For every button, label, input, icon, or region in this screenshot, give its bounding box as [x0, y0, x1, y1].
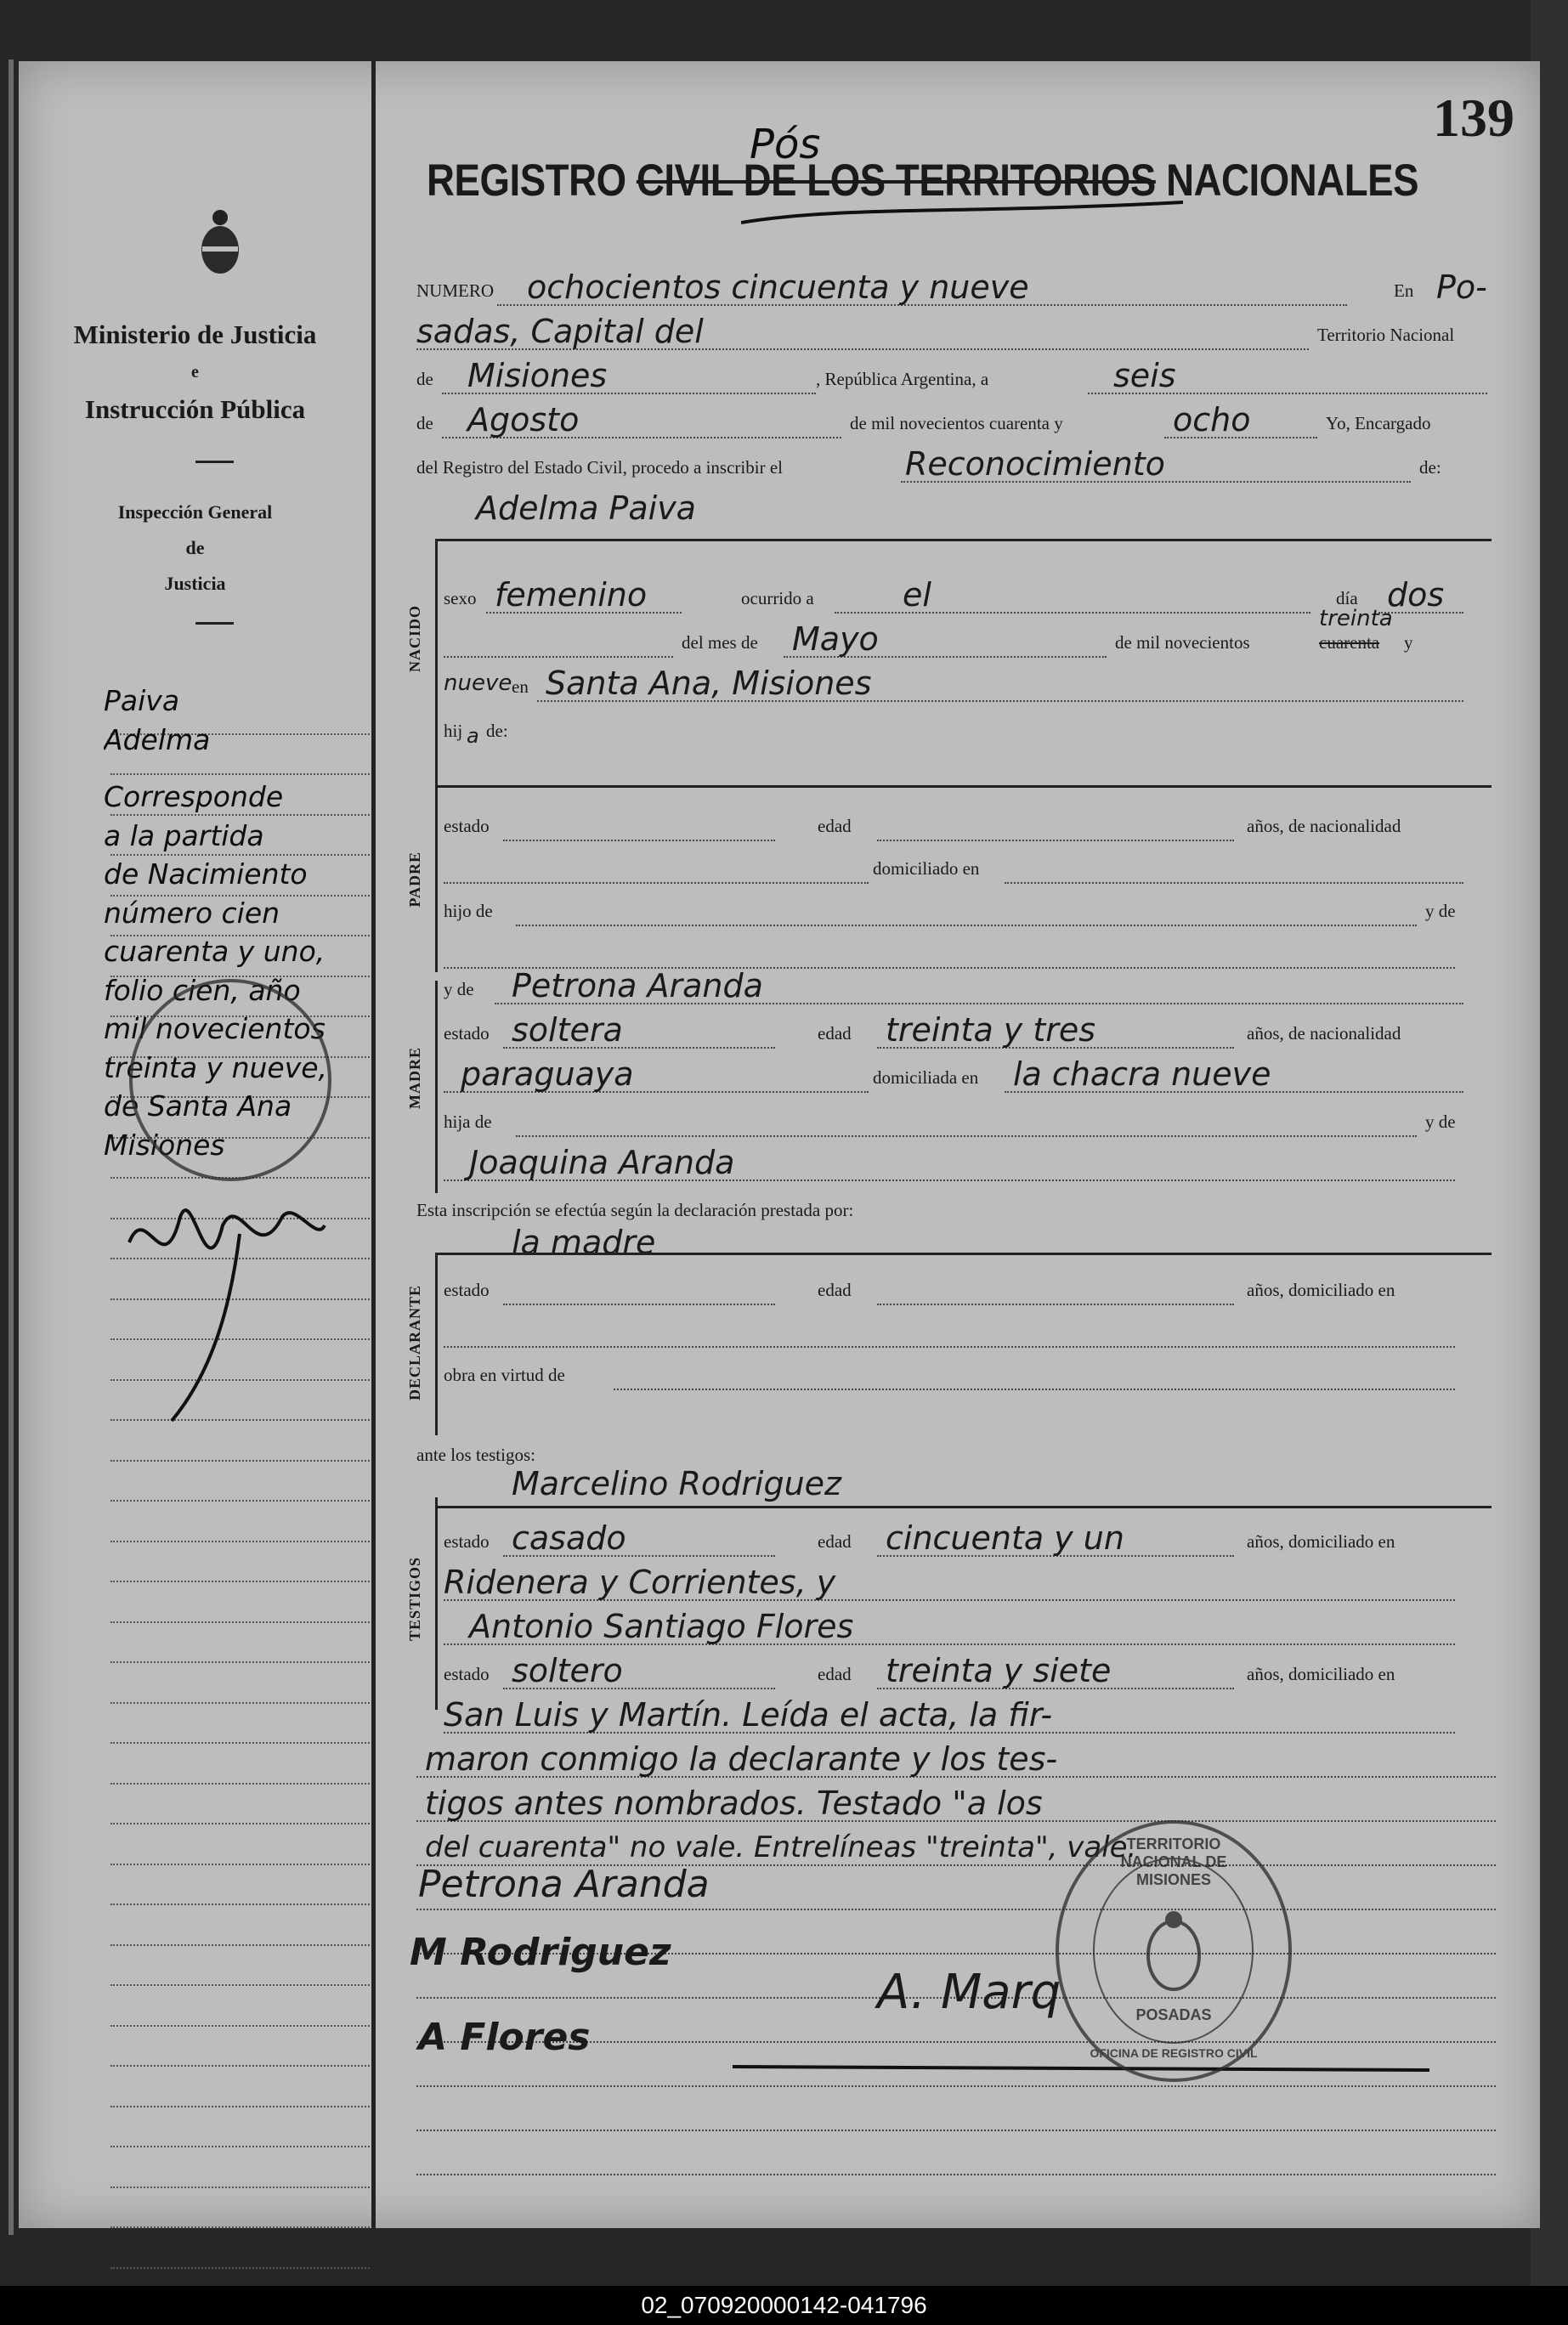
signature-rodriguez: M Rodriguez — [410, 1931, 671, 1974]
padre-rule — [435, 785, 1492, 788]
sexo-label: sexo — [444, 588, 477, 608]
t1-edad-value: cincuenta y un — [886, 1519, 1124, 1557]
madre-edad-value: treinta y tres — [886, 1011, 1096, 1049]
y-de-label: y de — [1425, 901, 1456, 921]
ocurrido-label: ocurrido a — [741, 588, 814, 608]
de2-label: de: — [486, 721, 508, 741]
margin-note-line: Corresponde — [104, 780, 284, 813]
stamp-bottom-text: OFICINA DE REGISTRO CIVIL — [1090, 2046, 1258, 2060]
testigos-label: TESTIGOS — [406, 1557, 423, 1642]
declarante-label: DECLARANTE — [406, 1285, 423, 1401]
hij-suffix-value: a — [467, 724, 479, 748]
esta-inscripcion-label: Esta inscripción se efectúa según la declaración prestada por: — [416, 1200, 854, 1220]
numero-line — [416, 269, 1487, 318]
t2-estado-line — [444, 1652, 1514, 1701]
mes-nac-value: Mayo — [792, 620, 879, 658]
cierre-value: tigos antes nombrados. Testado "a los — [425, 1785, 1043, 1822]
madre-dom-value: la chacra nueve — [1013, 1055, 1271, 1093]
del-mes-label: del mes de — [682, 632, 758, 653]
en-label: En — [1394, 280, 1414, 301]
acto-value: Reconocimiento — [905, 445, 1165, 483]
anos-nac-label: años, de nacionalidad — [1247, 1023, 1401, 1044]
dia-a-value: seis — [1113, 357, 1176, 394]
sexo-value: femenino — [495, 576, 648, 614]
abuela-value: Joaquina Aranda — [469, 1144, 735, 1181]
territorio-value: Misiones — [467, 357, 608, 394]
testigos-rule — [435, 1506, 1492, 1508]
title-handwritten-overwrite: Pós — [750, 121, 821, 168]
nueve-value: nueve — [444, 670, 512, 696]
estado-label: estado — [444, 1664, 490, 1684]
abuela-line — [444, 1144, 1514, 1193]
registry-form — [376, 61, 1540, 2228]
cierre-value: del cuarenta" no vale. Entrelíneas "treinta", vale. — [425, 1830, 1137, 1864]
numero-label: NUMERO — [416, 280, 495, 301]
t1-estado-line — [444, 1519, 1514, 1569]
estado-label: estado — [444, 1023, 490, 1044]
cuarenta-struck-label: cuarenta — [1319, 632, 1380, 653]
t2-edad-value: treinta y siete — [886, 1652, 1112, 1689]
edad-label: edad — [818, 1280, 852, 1300]
de-mil-label: de mil novecientos cuarenta y — [850, 413, 1063, 433]
t1-estado-value: casado — [512, 1519, 626, 1557]
nombre-value: Adelma Paiva — [476, 489, 696, 527]
line-5 — [416, 445, 1487, 495]
y-label: y — [1404, 632, 1413, 653]
declarante-value: la madre — [512, 1224, 656, 1261]
territorio-label: Territorio Nacional — [1317, 325, 1455, 345]
margin-note-line: folio cien, año — [104, 973, 301, 1007]
inspection-line-1: Inspección General — [117, 501, 273, 523]
cierre-line-2 — [416, 1740, 1487, 1790]
madre-label: MADRE — [406, 1047, 423, 1109]
line-3 — [416, 357, 1487, 406]
ministry-heading — [19, 316, 371, 428]
de-label: de — [416, 413, 433, 433]
numero-value: ochocientos cincuenta y nueve — [527, 269, 1029, 306]
de-colon-label: de: — [1419, 457, 1441, 478]
left-margin-column — [19, 61, 376, 2228]
declarante-estado-line — [444, 1273, 1514, 1317]
madre-hija-line — [444, 1105, 1514, 1149]
mes-line — [444, 606, 1514, 670]
del-registro-label: del Registro del Estado Civil, procedo a inscribir el — [416, 457, 783, 478]
y-de-label: y de — [1425, 1112, 1456, 1132]
anio-value: ocho — [1173, 401, 1251, 438]
treinta-value: treinta — [1319, 606, 1393, 631]
margin-note-line: Adelma — [104, 722, 211, 756]
official-stamp — [1056, 1820, 1292, 2082]
obra-line — [444, 1358, 1514, 1402]
national-crest-icon — [199, 206, 241, 277]
padre-dom-line — [444, 851, 1514, 896]
margin-note-line: Misiones — [104, 1128, 225, 1162]
y-de2-label: y de — [444, 979, 474, 999]
madre-nombre-value: Petrona Aranda — [512, 967, 763, 1004]
domiciliada-label: domiciliada en — [873, 1067, 979, 1088]
hij-label: hij — [444, 721, 463, 741]
obra-label: obra en virtud de — [444, 1365, 565, 1385]
padre-hijo-line — [444, 894, 1514, 938]
t1-dom-line — [444, 1564, 1514, 1613]
line2-value: sadas, Capital del — [416, 313, 704, 350]
madre-estado-value: soltera — [512, 1011, 623, 1049]
anos-dom-label: años, domiciliado en — [1247, 1531, 1395, 1552]
estado-label: estado — [444, 1531, 490, 1552]
stamp-top-text: TERRITORIO NACIONAL DE MISIONES — [1120, 1836, 1227, 1888]
anos-dom-label: años, domiciliado en — [1247, 1664, 1395, 1684]
nacido-rule — [435, 539, 1492, 541]
edad-label: edad — [818, 1531, 852, 1552]
signature-flores: A Flores — [418, 2016, 591, 2059]
edad-label: edad — [818, 816, 852, 836]
testigo1-value: Marcelino Rodriguez — [512, 1465, 841, 1502]
cierre-line-1 — [444, 1696, 1514, 1745]
ocurrido-value: el — [903, 576, 931, 614]
declarante-nombre-line — [444, 1224, 1514, 1273]
padre-estado-line — [444, 809, 1514, 853]
edad-label: edad — [818, 1023, 852, 1044]
estado-label: estado — [444, 1280, 490, 1300]
t2-estado-value: soltero — [512, 1652, 623, 1689]
inspection-line-2: de — [185, 537, 205, 558]
spine — [8, 59, 14, 2235]
line-2 — [416, 313, 1487, 362]
title-part: REGISTRO — [427, 156, 637, 206]
margin-stamp — [129, 979, 331, 1181]
de-mil2-label: de mil novecientos — [1115, 632, 1250, 653]
nacido-label: NACIDO — [406, 605, 423, 673]
margin-note-line: cuarenta y uno, — [104, 935, 325, 968]
ministry-line-2: e — [191, 363, 199, 382]
margin-note-line: de Santa Ana — [104, 1089, 292, 1123]
estado-label: estado — [444, 816, 490, 836]
anos-dom-label: años, domiciliado en — [1247, 1280, 1395, 1300]
dia-value: dos — [1387, 576, 1445, 614]
cierre-line-3 — [416, 1785, 1487, 1834]
title-underline-scribble — [741, 197, 1183, 231]
divider — [195, 461, 234, 463]
mes-value: Agosto — [467, 401, 580, 438]
document-page — [19, 61, 1540, 2228]
margin-note-line: mil novecientos — [104, 1012, 325, 1045]
ministry-line-1: Ministerio de Justicia — [73, 320, 317, 349]
cierre-value: maron conmigo la declarante y los tes- — [425, 1740, 1058, 1778]
de-label: de — [416, 369, 433, 389]
t1-dom-value: Ridenera y Corrientes, y — [444, 1564, 836, 1601]
signature-official: A. Marq — [877, 1965, 1061, 2020]
madre-nombre-line — [444, 967, 1514, 1016]
nombre-line — [416, 489, 1487, 539]
lugar-value: Santa Ana, Misiones — [546, 665, 872, 702]
madre-nac-value: paraguaya — [461, 1055, 634, 1093]
stamp-crest-icon — [1140, 1904, 1208, 1998]
anos-nac-label: años, de nacionalidad — [1247, 816, 1401, 836]
madre-dom-line — [444, 1055, 1514, 1105]
line-4 — [416, 401, 1487, 450]
title-part: NACIONALES — [1155, 156, 1419, 206]
hij-line — [444, 714, 1514, 758]
hija-de-label: hija de — [444, 1112, 492, 1132]
testigo2-value: Antonio Santiago Flores — [469, 1608, 854, 1645]
dia-label: día — [1336, 588, 1358, 608]
margin-signature-icon — [112, 1166, 333, 1438]
madre-estado-line — [444, 1011, 1514, 1061]
cierre-value: San Luis y Martín. Leída el acta, la fir- — [444, 1696, 1053, 1734]
inspection-heading — [19, 495, 371, 602]
signature-petrona: Petrona Aranda — [418, 1863, 710, 1906]
stamp-mid-text: POSADAS — [1135, 2006, 1212, 2023]
inspection-line-3: Justicia — [164, 573, 226, 594]
testigo2-line — [444, 1608, 1514, 1657]
en2-label: en — [512, 676, 529, 697]
margin-note-line: a la partida — [104, 818, 264, 852]
hijo-de-label: hijo de — [444, 901, 493, 921]
declarante-rule — [435, 1253, 1492, 1255]
lugar-line — [444, 665, 1514, 714]
declarante-blank-line — [444, 1315, 1514, 1360]
margin-note-line: treinta y nueve, — [104, 1050, 328, 1084]
page-number: 139 — [1433, 88, 1514, 148]
ante-label: ante los testigos: — [416, 1445, 535, 1465]
divider — [195, 622, 234, 625]
margin-note-line: número cien — [104, 896, 280, 930]
margin-note-line: de Nacimiento — [104, 857, 308, 891]
margin-note-line: Paiva — [104, 684, 180, 717]
en-value: Po- — [1436, 269, 1487, 306]
yo-label: Yo, Encargado — [1326, 413, 1431, 433]
edad-label: edad — [818, 1664, 852, 1684]
ministry-line-3: Instrucción Pública — [84, 394, 306, 424]
padre-label: PADRE — [406, 851, 423, 908]
republica-label: , República Argentina, a — [816, 369, 989, 389]
title-struck-part: CIVIL DE LOS TERRITORIOS — [636, 156, 1156, 206]
footer-file-id: 02_070920000142-041796 — [0, 2286, 1568, 2325]
domiciliado-label: domiciliado en — [873, 858, 980, 879]
